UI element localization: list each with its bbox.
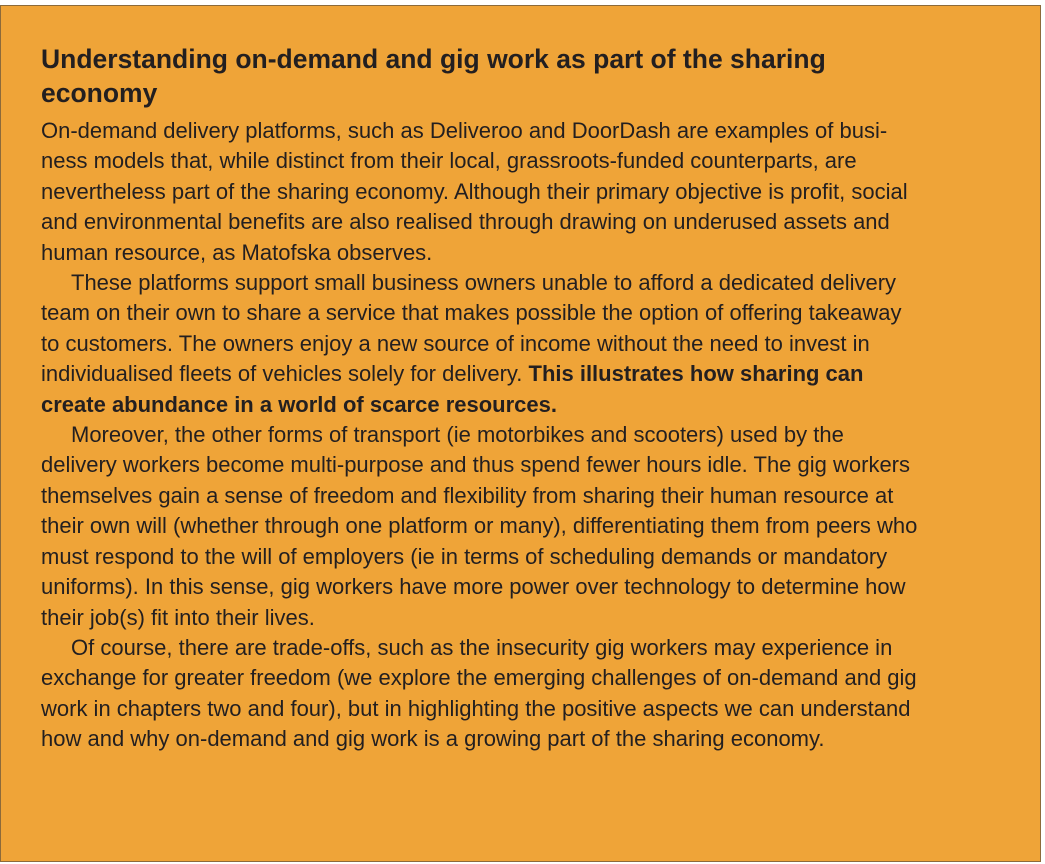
text-line: nevertheless part of the sharing economy. Although their primary objective is profit, social (41, 178, 908, 204)
text-line: uniforms). In this sense, gig workers have more power over technology to determine how (41, 574, 906, 600)
text-line: work in chapters two and four), but in highlighting the positive aspects we can understand (41, 695, 911, 721)
sidebar-panel (0, 5, 1041, 862)
text-line: to customers. The owners enjoy a new source of income without the need to invest in (41, 330, 870, 356)
text-line: ness models that, while distinct from their local, grassroots-funded counterparts, are (41, 148, 857, 174)
text-line: Moreover, the other forms of transport (ie motorbikes and scooters) used by the (71, 422, 844, 448)
emphasis-text: create abundance in a world of scarce resources. (41, 391, 557, 417)
paragraph (41, 116, 1001, 268)
text-line: themselves gain a sense of freedom and flexibility from sharing their human resource at (41, 482, 894, 508)
title-line: economy (41, 78, 158, 108)
paragraph (41, 633, 1001, 755)
text-line: team on their own to share a service that makes possible the option of offering takeaway (41, 300, 902, 326)
text-line: exchange for greater freedom (we explore the emerging challenges of on-demand and gig (41, 665, 917, 691)
panel-content (41, 42, 1001, 755)
text-line: human resource, as Matofska observes. (41, 239, 433, 265)
text-line: On-demand delivery platforms, such as Deliveroo and DoorDash are examples of busi- (41, 118, 888, 143)
text-line: individualised fleets of vehicles solely for delivery. (41, 361, 529, 387)
title-line: Understanding on-demand and gig work as part of the sharing (41, 44, 826, 74)
text-line: and environmental benefits are also realised through drawing on underused assets and (41, 209, 890, 235)
text-line: These platforms support small business owners unable to afford a dedicated delivery (71, 270, 897, 296)
paragraph (41, 420, 1001, 633)
text-line: delivery workers become multi-purpose and thus spend fewer hours idle. The gig workers (41, 452, 911, 478)
text-line: must respond to the will of employers (ie in terms of scheduling demands or mandatory (41, 543, 888, 569)
text-line: their own will (whether through one platform or many), differentiating them from peers who (41, 513, 918, 539)
emphasis-text: This illustrates how sharing can (528, 361, 864, 387)
paragraph (41, 268, 1001, 420)
text-line: Of course, there are trade-offs, such as the insecurity gig workers may experience in (71, 634, 893, 660)
text-line: their job(s) fit into their lives. (41, 604, 315, 630)
text-line: how and why on-demand and gig work is a growing part of the sharing economy. (41, 726, 825, 752)
panel-title (41, 42, 1001, 110)
